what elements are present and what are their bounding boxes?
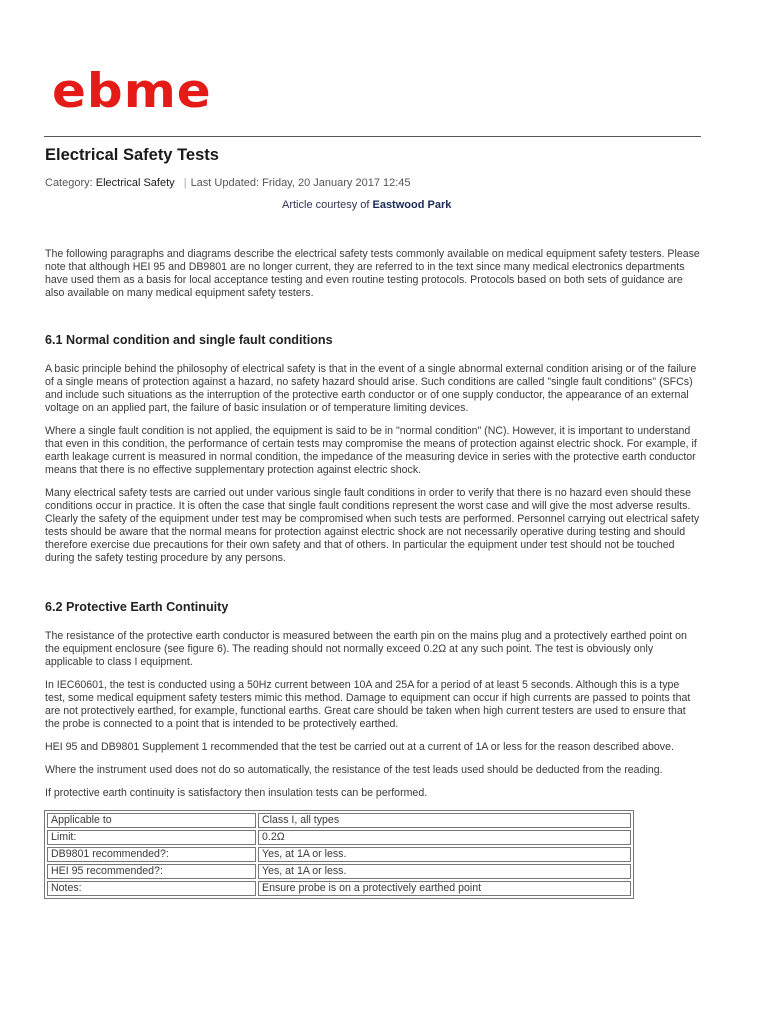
category-label: Category: (45, 177, 93, 189)
table-cell-value: Yes, at 1A or less. (258, 847, 631, 862)
table-cell-value: Class I, all types (258, 813, 631, 828)
table-cell-label: Limit: (47, 830, 256, 845)
updated-label: Last Updated: (190, 177, 260, 189)
paragraph: Where a single fault condition is not applied, the equipment is said to be in "normal condition" (NC). However, it is important to understand that even in this condition, the performance of certain tests may compromise the means of protection against electric shock. For example, if earth leakage current is measured in normal condition, the impedance of the measuring device in series with the protective earth conductor means that there is no effective supplementary protection against electric shock. (45, 425, 697, 476)
article-title[interactable]: Electrical Safety Tests (45, 146, 219, 164)
table-row (47, 830, 631, 845)
table-row (47, 813, 631, 828)
table-cell-label: HEI 95 recommended?: (47, 864, 256, 879)
test-summary-table (44, 810, 634, 899)
paragraph: HEI 95 and DB9801 Supplement 1 recommended that the test be carried out at a current of 1A or less for the reason described above. (45, 741, 674, 753)
category-link[interactable]: Electrical Safety (95, 177, 175, 189)
table-cell-label: DB9801 recommended?: (47, 847, 256, 862)
updated-value: Friday, 20 January 2017 12:45 (262, 177, 411, 189)
paragraph: A basic principle behind the philosophy of electrical safety is that in the event of a single abnormal external condition arising or of the failure of a single means of protection against a hazard, no safety hazard should arise. Such conditions are called "single fault conditions" (SFCs) and include such situations as the interruption of the protective earth conductor or of one supply conductor, the appearance of an external voltage on an applied part, the failure of basic insulation or of temperature limiting devices. (45, 363, 697, 414)
paragraph: The resistance of the protective earth conductor is measured between the earth pin on the mains plug and a protectively earthed point on the equipment enclosure (see figure 6). The reading should not normally exceed 0.2Ω at any such point. The test is obviously only applicable to class I equipment. (45, 630, 687, 668)
article-courtesy (282, 199, 451, 211)
table-cell-value: Ensure probe is on a protectively earthed point (258, 881, 631, 896)
header-divider (44, 136, 701, 137)
table-row (47, 881, 631, 896)
paragraph: In IEC60601, the test is conducted using a 50Hz current between 10A and 25A for a period of at least 5 seconds. Although this is a type test, some medical equipment safety testers mimic this method. Damage to equipment can occur if high currents are passed to points that are not protectively earthed, for example, functional earths. Great care should be taken when high current testers are used to ensure that the probe is connected to a point that is intended to be protectively earthed. (45, 679, 691, 730)
table-cell-label: Applicable to (47, 813, 256, 828)
meta-separator: | (183, 177, 187, 189)
intro-paragraph: The following paragraphs and diagrams describe the electrical safety tests commonly available on medical equipment safety testers. Please note that although HEI 95 and DB9801 are no longer current, they are referred to in the text since many medical electronics departments have used them as a basis for local acceptance testing and even routine testing protocols. Protocols based on both sets of guidance are also available on many medical equipment safety testers. (45, 248, 700, 299)
article-meta (45, 177, 411, 189)
article-body (45, 248, 701, 899)
site-logo[interactable]: ebme (52, 63, 212, 119)
table-row (47, 864, 631, 879)
paragraph: Many electrical safety tests are carried out under various single fault conditions in order to verify that there is no hazard even should these conditions occur in practice. It is often the case that single fault conditions represent the worst case and will give the most adverse results. Clearly the safety of the equipment under test may be compromised when such tests are performed. Personnel carrying out electrical safety tests should be aware that the normal means for protection against electric shock are not necessarily operative during testing and should therefore exercise due precautions for their own safety and that of others. In particular the equipment under test should not be touched during the safety testing procedure by any persons. (45, 487, 700, 564)
section-heading: 6.1 Normal condition and single fault conditions (45, 333, 333, 347)
table-cell-value: Yes, at 1A or less. (258, 864, 631, 879)
paragraph: If protective earth continuity is satisfactory then insulation tests can be performed. (45, 787, 428, 799)
paragraph: Where the instrument used does not do so automatically, the resistance of the test leads used should be deducted from the reading. (45, 764, 663, 776)
courtesy-source: Eastwood Park (372, 199, 452, 211)
section-heading: 6.2 Protective Earth Continuity (45, 600, 229, 614)
courtesy-prefix: Article courtesy of (282, 199, 370, 211)
table-cell-value: 0.2Ω (258, 830, 631, 845)
table-cell-label: Notes: (47, 881, 256, 896)
table-row (47, 847, 631, 862)
